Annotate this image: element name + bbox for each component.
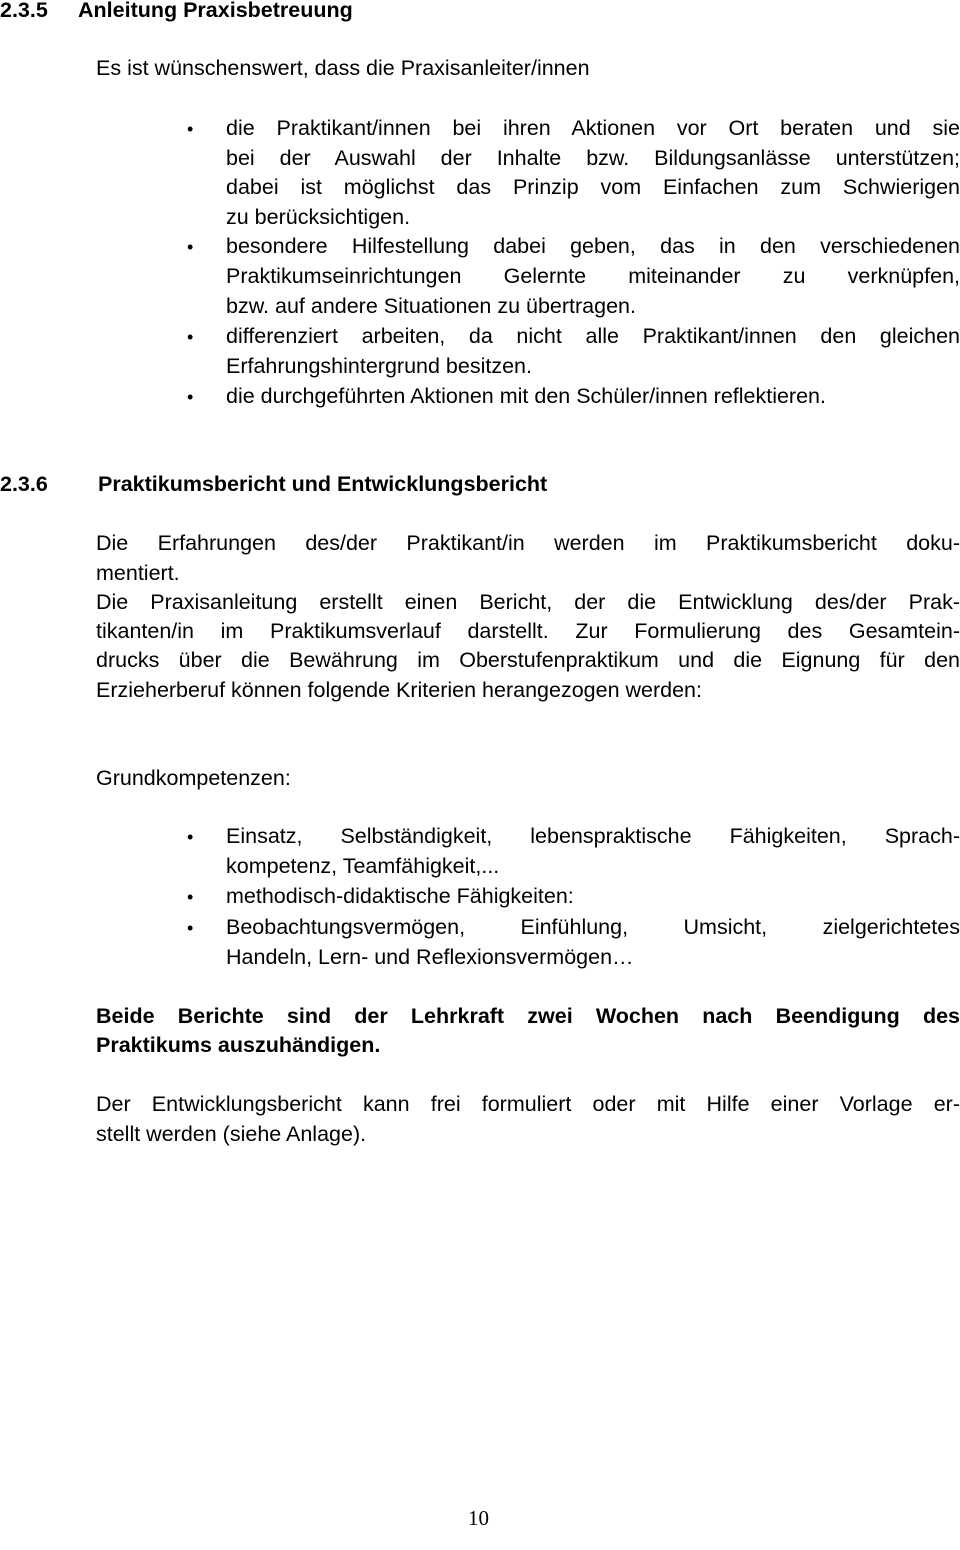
list-item-line: die Praktikant/innen bei ihren Aktionen vor Ort beraten und sie [226,116,960,140]
paragraph-line: Die Erfahrungen des/der Praktikant/in werden im Praktikumsbericht doku- [96,531,960,555]
intro-text: Es ist wünschenswert, dass die Praxisanleiter/innen [96,56,590,80]
bullet-dot-icon: • [187,119,194,139]
paragraph-line: tikanten/in im Praktikumsverlauf darstellt. Zur Formulierung des Gesamtein- [96,619,960,643]
paragraph-line: mentiert. [96,561,180,585]
list-item-line: Erfahrungshintergrund besitzen. [226,354,532,378]
bullet-dot-icon: • [187,327,194,347]
bullet-dot-icon: • [187,887,194,907]
bullet-dot-icon: • [187,237,194,257]
subheading-grundkompetenzen: Grundkompetenzen: [96,766,291,790]
list-item-line: bei der Auswahl der Inhalte bzw. Bildungsanlässe unterstützen; [226,146,960,170]
closing-line: stellt werden (siehe Anlage). [96,1122,367,1146]
list-item-line: Praktikumseinrichtungen Gelernte miteinander zu verknüpfen, [226,264,960,288]
bullet-dot-icon: • [187,827,194,847]
list-item-line: methodisch-didaktische Fähigkeiten: [226,884,574,908]
bullet-dot-icon: • [187,387,194,407]
list-item-line: die durchgeführten Aktionen mit den Schüler/innen reflektieren. [226,384,826,408]
paragraph-line: drucks über die Bewährung im Oberstufenpraktikum und die Eignung für den [96,648,960,672]
section-number-2-3-6: 2.3.6 [0,472,48,496]
list-item-line: zu berücksichtigen. [226,205,411,229]
list-item-line: bzw. auf andere Situationen zu übertragen. [226,294,636,318]
list-item-line: differenziert arbeiten, da nicht alle Praktikant/innen den gleichen [226,324,960,348]
closing-line: Der Entwicklungsbericht kann frei formuliert oder mit Hilfe einer Vorlage er- [96,1092,960,1116]
list-item-line: kompetenz, Teamfähigkeit,... [226,854,500,878]
paragraph-line: Die Praxisanleitung erstellt einen Bericht, der die Entwicklung des/der Prak- [96,590,960,614]
bold-note-line: Beide Berichte sind der Lehrkraft zwei Wochen nach Beendigung des [96,1004,960,1028]
list-item-line: besondere Hilfestellung dabei geben, das in den verschiedenen [226,234,960,258]
list-item-line: dabei ist möglichst das Prinzip vom Einfachen zum Schwierigen [226,175,960,199]
paragraph-line: Erzieherberuf können folgende Kriterien herangezogen werden: [96,678,702,702]
section-title-2-3-5: Anleitung Praxisbetreuung [78,0,353,22]
list-item-line: Beobachtungsvermögen, Einfühlung, Umsicht, zielgerichtetes [226,915,960,939]
list-item-line: Einsatz, Selbständigkeit, lebenspraktische Fähigkeiten, Sprach- [226,824,960,848]
section-number-2-3-5: 2.3.5 [0,0,48,22]
page-number: 10 [468,1506,489,1530]
bullet-dot-icon: • [187,918,194,938]
list-item-line: Handeln, Lern- und Reflexionsvermögen… [226,945,634,969]
bold-note-line: Praktikums auszuhändigen. [96,1033,381,1057]
section-title-2-3-6: Praktikumsbericht und Entwicklungsbericht [98,472,548,496]
